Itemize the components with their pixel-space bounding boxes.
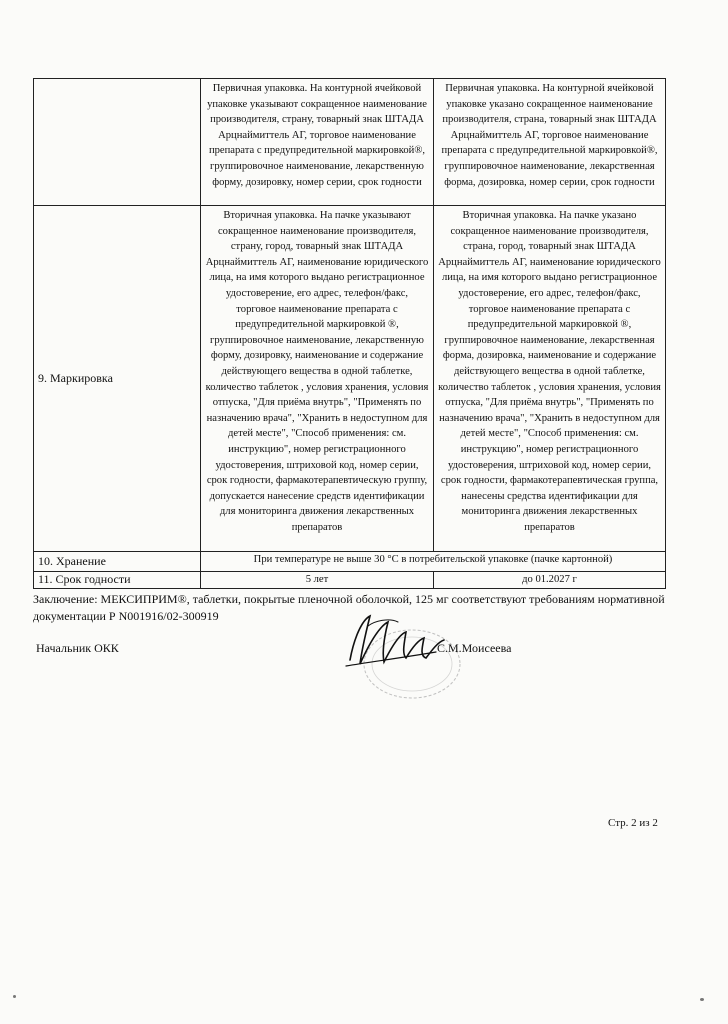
nd-requirement-cell: Первичная упаковка. На контурной ячейковой упаковке указывают сокращенное наименование производителя, страну, товарный знак ШТАДА Арцнаймиттель АГ, торговое наименование препарата с предупредительной маркировкой®, группировочное наименование, лекарственную форму, дозировку, номер серии, срок годности [201,79,434,206]
test-result-cell: Вторичная упаковка. На пачке указано сокращенное наименование производителя, страна, город, товарный знак ШТАДА Арцнаймиттель АГ, наименование юридического лица, на имя которого выдано регистрационное удостоверение, его адрес, телефон/факс, торговое наименование препарата с предупредительной маркировкой ®, группировочное наименование, лекарственная форма, дозировка, наименование и содержание действующего вещества в одной таблетке, количество таблеток , условия хранения, условия отпуска, "Для приёма внутрь", "Применять по назначению врача", "Хранить в недоступном для детей месте", "Способ применения: см. инструкцию", номер регистрационного удостоверения, штриховой код, номер серии, срок годности, фармакотерапевтическая группа, нанесены средства идентификации для мониторинга движения лекарственных препаратов [434,206,666,552]
signer-title: Начальник ОКК [36,641,119,655]
scan-speck [13,995,16,998]
table-row [34,572,666,589]
test-result-cell: до 01.2027 г [434,572,666,589]
table-row [34,79,666,206]
nd-requirement-cell: 5 лет [201,572,434,589]
signer-name: С.М.Моисеева [437,641,512,655]
page-number: Стр. 2 из 2 [608,817,658,829]
table-row [34,206,666,552]
test-result-cell: Первичная упаковка. На контурной ячейковой упаковке указано сокращенное наименование производителя, страна, товарный знак ШТАДА Арцнаймиттель АГ, торговое наименование препарата с предупредительной маркировкой®, группировочное наименование, лекарственная форма, дозировка, номер серии, срок годности [434,79,666,206]
storage-requirement-cell: При температуре не выше 30 °С в потребительской упаковке (пачке картонной) [201,552,666,572]
nd-requirement-cell: Вторичная упаковка. На пачке указывают сокращенное наименование производителя, страну, город, товарный знак ШТАДА Арцнаймиттель АГ, наименование юридического лица, на имя которого выдано регистрационное удостоверение, его адрес, телефон/факс, торговое наименование препарата с предупредительной маркировкой ®, группировочное наименование, лекарственную форму, дозировку, наименование и содержание действующего вещества в одной таблетке, количество таблеток , условия хранения, условия отпуска, "Для приёма внутрь", "Применять по назначению врача", "Хранить в недоступном для детей месте", "Способ применения: см. инструкцию", номер регистрационного удостоверения, штриховой код, номер серии, срок годности, фармакотерапевтическую группу, допускается нанесение средств идентификации для мониторинга движения лекарственных препаратов [201,206,434,552]
conclusion-text: Заключение: МЕКСИПРИМ®, таблетки, покрытые пленочной оболочкой, 125 мг соответствуют требованиям нормативной документации Р N001916/02-300919 [33,592,665,623]
specification-table [33,78,666,589]
scan-speck [700,998,704,1001]
param-cell [34,79,201,206]
param-cell-storage: 10. Хранение [34,552,201,572]
param-cell-marking: 9. Маркировка [34,206,201,552]
param-cell-shelf-life: 11. Срок годности [34,572,201,589]
table-row [34,552,666,572]
